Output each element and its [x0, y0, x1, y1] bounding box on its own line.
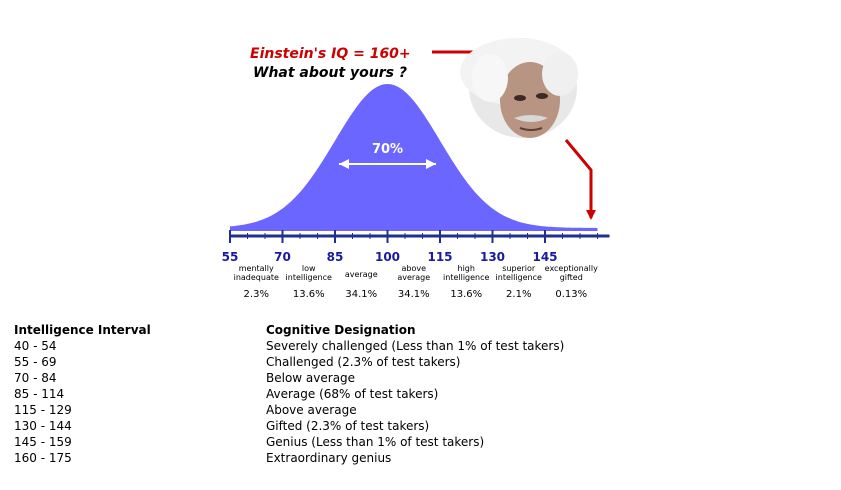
band-label: mentally: [238, 264, 274, 273]
band-percent: 34.1%: [345, 289, 378, 300]
band-label: above: [401, 264, 427, 273]
x-tick-label: 55: [221, 250, 239, 264]
table-row: [14, 386, 826, 402]
designation-cell: Challenged (2.3% of test takers): [266, 355, 461, 369]
table-row: [14, 370, 826, 386]
iq-interval-table: [14, 322, 826, 466]
band-label: average: [397, 273, 431, 282]
chart-title: Einstein's IQ = 160+: [250, 46, 411, 62]
table-row: [14, 450, 826, 466]
interval-cell: 55 - 69: [14, 355, 57, 369]
x-tick-label: 100: [374, 250, 401, 264]
designation-cell: Above average: [266, 403, 357, 417]
designation-cell: Average (68% of test takers): [266, 387, 439, 401]
band-label: high: [457, 264, 475, 273]
band-label: intelligence: [495, 273, 542, 282]
band-label: intelligence: [443, 273, 490, 282]
band-percent: 0.13%: [555, 289, 588, 300]
einstein-portrait: [460, 38, 578, 138]
interval-cell: 145 - 159: [14, 435, 72, 449]
interval-cell: 160 - 175: [14, 451, 72, 465]
table-row: [14, 418, 826, 434]
band-percent: 13.6%: [450, 289, 483, 300]
band-percent: 34.1%: [397, 289, 430, 300]
band-percent: 13.6%: [292, 289, 325, 300]
x-tick-label: 85: [326, 250, 344, 264]
x-tick-label: 115: [427, 250, 453, 264]
designation-cell: Below average: [266, 371, 356, 385]
band-label: low: [301, 264, 316, 273]
table-header-row: [14, 322, 826, 338]
interval-cell: 130 - 144: [14, 419, 72, 433]
band-label: average: [344, 270, 378, 279]
designation-cell: Gifted (2.3% of test takers): [266, 419, 430, 433]
einstein-pointer-arrow: [566, 140, 591, 218]
designation-cell: Severely challenged (Less than 1% of test takers): [266, 339, 565, 353]
table-row: [14, 402, 826, 418]
interval-cell: 70 - 84: [14, 371, 57, 385]
x-tick-label: 130: [479, 250, 506, 264]
band-label: intelligence: [285, 273, 332, 282]
header-cognitive-designation: Cognitive Designation: [266, 323, 416, 337]
designation-cell: Extraordinary genius: [266, 451, 392, 465]
interval-cell: 40 - 54: [14, 339, 57, 353]
band-percent: 2.3%: [243, 289, 269, 300]
band-label: superior: [502, 264, 536, 273]
band-label: inadequate: [233, 273, 279, 282]
annotation-label: 70%: [371, 142, 404, 157]
x-tick-label: 70: [274, 250, 291, 264]
band-label: exceptionally: [544, 264, 598, 273]
interval-cell: 85 - 114: [14, 387, 65, 401]
header-intelligence-interval: Intelligence Interval: [14, 323, 151, 337]
designation-cell: Genius (Less than 1% of test takers): [266, 435, 485, 449]
chart-subtitle: What about yours ?: [253, 65, 407, 81]
table-row: [14, 338, 826, 354]
table-row: [14, 434, 826, 450]
interval-cell: 115 - 129: [14, 403, 72, 417]
band-label: gifted: [559, 273, 583, 282]
table-row: [14, 354, 826, 370]
band-percent: 2.1%: [506, 289, 532, 300]
x-tick-label: 145: [532, 250, 558, 264]
